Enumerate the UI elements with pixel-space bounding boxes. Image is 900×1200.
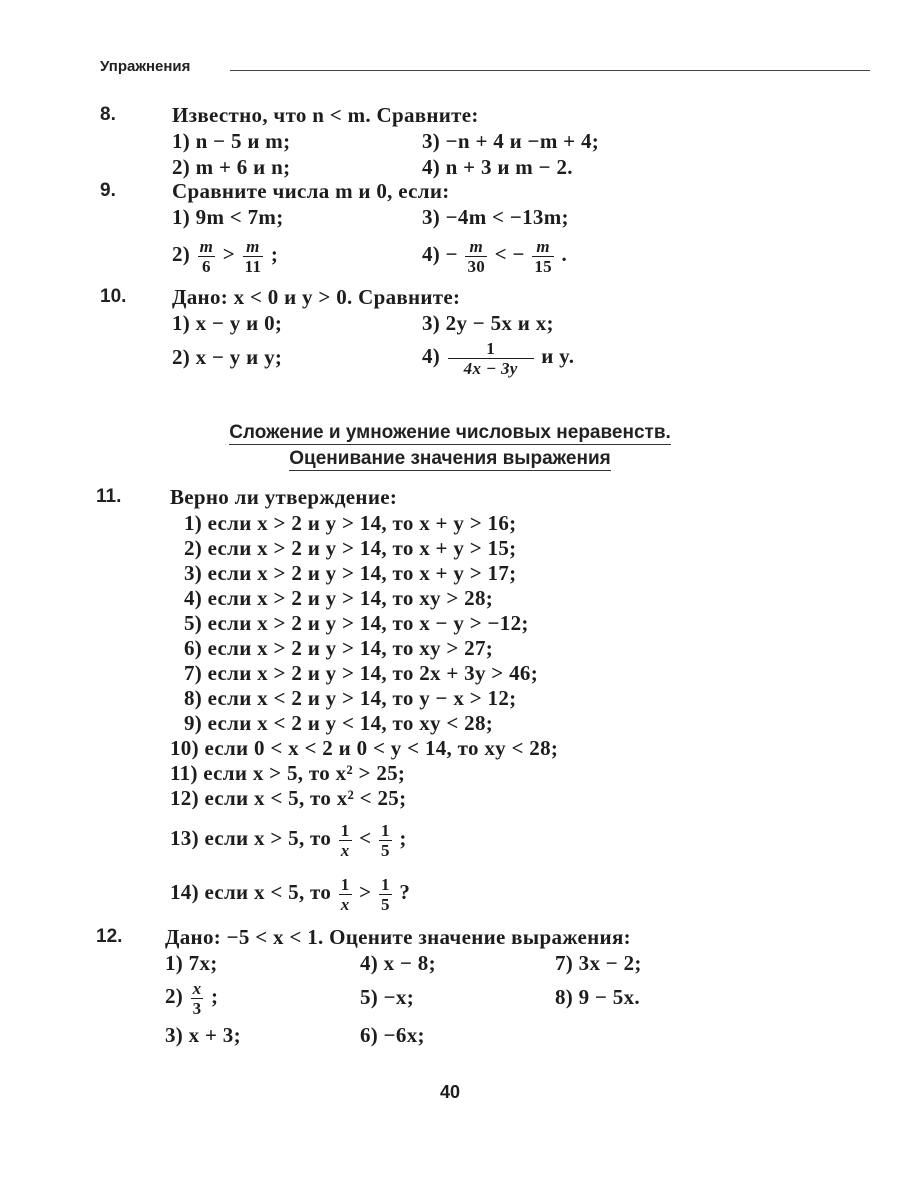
item-13-text: 13) если x > 5, то [170,826,332,850]
exercise-12-item-1: 1) 7x; [165,951,218,975]
running-head-title: Упражнения [100,58,191,75]
exercise-10-item-1: 1) x − y и 0; [172,311,283,335]
fraction-m-over-6 [198,237,216,276]
comparison-operator: < [359,826,372,850]
exercise-11-number: 11. [96,486,122,507]
fraction-numerator: 1 [380,874,390,894]
page-number: 40 [439,1082,461,1102]
exercise-9-item-2-label: 2) [172,242,191,266]
fraction-denominator: 6 [202,256,211,276]
exercise-12-item-2 [165,976,218,1018]
fraction-x-over-3 [191,979,204,1018]
running-head-rule [230,70,870,71]
item-end-punct: ? [399,880,411,904]
exercise-11-item-12: 12) если x < 5, то x² < 25; [170,786,407,810]
comparison-operator: < − [494,242,525,266]
section-heading-text: Оценивание значения выражения [289,448,611,469]
fraction-denominator: 11 [244,256,262,276]
exercise-8-item-1: 1) n − 5 и m; [172,129,291,153]
exercise-11-item-3: 3) если x > 2 и y > 14, то x + y > 17; [184,561,517,585]
fraction-m-over-11 [243,237,264,276]
exercise-11-item-2: 2) если x > 2 и y > 14, то x + y > 15; [184,536,517,560]
exercise-9-item-2 [172,234,278,276]
item-14-text: 14) если x < 5, то [170,880,332,904]
fraction-numerator: m [243,237,264,257]
exercise-10-item-4-label: 4) [422,344,441,368]
exercise-8-prompt: Известно, что n < m. Сравните: [172,103,479,127]
exercise-12-item-6: 6) −6x; [360,1023,425,1047]
fraction-denominator: 5 [380,894,390,914]
exercise-11-item-14 [170,872,410,914]
item-end-text: и y. [541,344,575,368]
section-heading-line-1 [0,422,900,444]
fraction-1-over-x [339,821,352,860]
exercise-11-item-8: 8) если x < 2 и y > 14, то y − x > 12; [184,686,517,710]
exercise-12-item-7: 7) 3x − 2; [555,951,642,975]
fraction-numerator: m [199,236,214,256]
exercise-8-item-4: 4) n + 3 и m − 2. [422,155,573,179]
exercise-8-item-2: 2) m + 6 и n; [172,155,291,179]
exercise-9-item-3: 3) −4m < −13m; [422,205,569,229]
item-end-punct: ; [399,826,407,850]
item-end-punct: ; [270,242,279,266]
fraction-denominator: 5 [380,840,390,860]
exercise-11-item-13 [170,818,407,860]
exercise-9-item-4-label: 4) − [422,242,458,266]
exercise-10-prompt: Дано: x < 0 и y > 0. Сравните: [172,285,461,309]
fraction-m-over-15 [532,237,554,276]
exercise-10-item-3: 3) 2y − 5x и x; [422,311,554,335]
exercise-12-prompt: Дано: −5 < x < 1. Оцените значение выражения: [165,925,631,949]
exercise-12-item-3: 3) x + 3; [165,1023,241,1047]
fraction-denominator: 30 [467,256,486,276]
fraction-denominator: 15 [534,256,552,276]
section-heading-line-2 [0,448,900,470]
exercise-11-item-9: 9) если x < 2 и y < 14, то xy < 28; [184,711,494,735]
exercise-12-item-2-label: 2) [165,984,184,1008]
exercise-11-item-5: 5) если x > 2 и y > 14, то x − y > −12; [184,611,529,635]
exercise-9-item-4 [422,234,567,276]
item-end-punct: . [561,242,568,266]
exercise-11-item-7: 7) если x > 2 и y > 14, то 2x + 3y > 46; [184,661,539,685]
exercise-11-item-1: 1) если x > 2 и y > 14, то x + y > 16; [184,511,517,535]
fraction-numerator: x [192,978,202,998]
item-end-punct: ; [211,984,219,1008]
fraction-numerator: 1 [340,820,350,840]
comparison-operator: > [359,880,372,904]
exercise-9-prompt: Сравните числа m и 0, если: [172,179,450,203]
exercise-8-item-3: 3) −n + 4 и −m + 4; [422,129,600,153]
exercise-8-number: 8. [100,104,116,125]
section-heading-text: Сложение и умножение числовых неравенств. [229,422,671,443]
exercise-10-item-2: 2) x − y и y; [172,345,283,369]
exercise-11-prompt: Верно ли утверждение: [170,485,398,509]
fraction-denominator: x [340,840,350,860]
exercise-10-number: 10. [100,286,127,307]
exercise-11-item-4: 4) если x > 2 и y > 14, то xy > 28; [184,586,494,610]
running-head [100,58,870,82]
fraction-denominator: 3 [192,998,202,1018]
fraction-numerator: 1 [380,820,390,840]
fraction-numerator: 1 [340,874,350,894]
exercise-12-item-8: 8) 9 − 5x. [555,985,640,1009]
fraction-numerator: m [465,237,487,257]
exercise-11-item-6: 6) если x > 2 и y > 14, то xy > 27; [184,636,494,660]
exercise-9-item-1: 1) 9m < 7m; [172,205,284,229]
exercise-12-number: 12. [96,926,123,947]
fraction-1-over-x [339,875,352,914]
exercise-12-item-5: 5) −x; [360,985,415,1009]
comparison-operator: > [222,242,236,266]
fraction-numerator: m [532,237,554,257]
fraction-denominator: x [340,894,350,914]
exercise-12-item-4: 4) x − 8; [360,951,436,975]
exercise-9-number: 9. [100,180,116,201]
fraction-1-over-5 [379,875,392,914]
fraction-numerator: 1 [448,339,534,359]
fraction-denominator: 4x − 3y [463,358,518,378]
fraction-1-over-5 [379,821,392,860]
exercise-10-item-4 [422,336,574,378]
fraction-1-over-4x-3y [448,339,534,378]
fraction-m-over-30 [465,237,487,276]
exercise-11-item-11: 11) если x > 5, то x² > 25; [170,761,406,785]
exercise-11-item-10: 10) если 0 < x < 2 и 0 < y < 14, то xy < 28; [170,736,559,760]
